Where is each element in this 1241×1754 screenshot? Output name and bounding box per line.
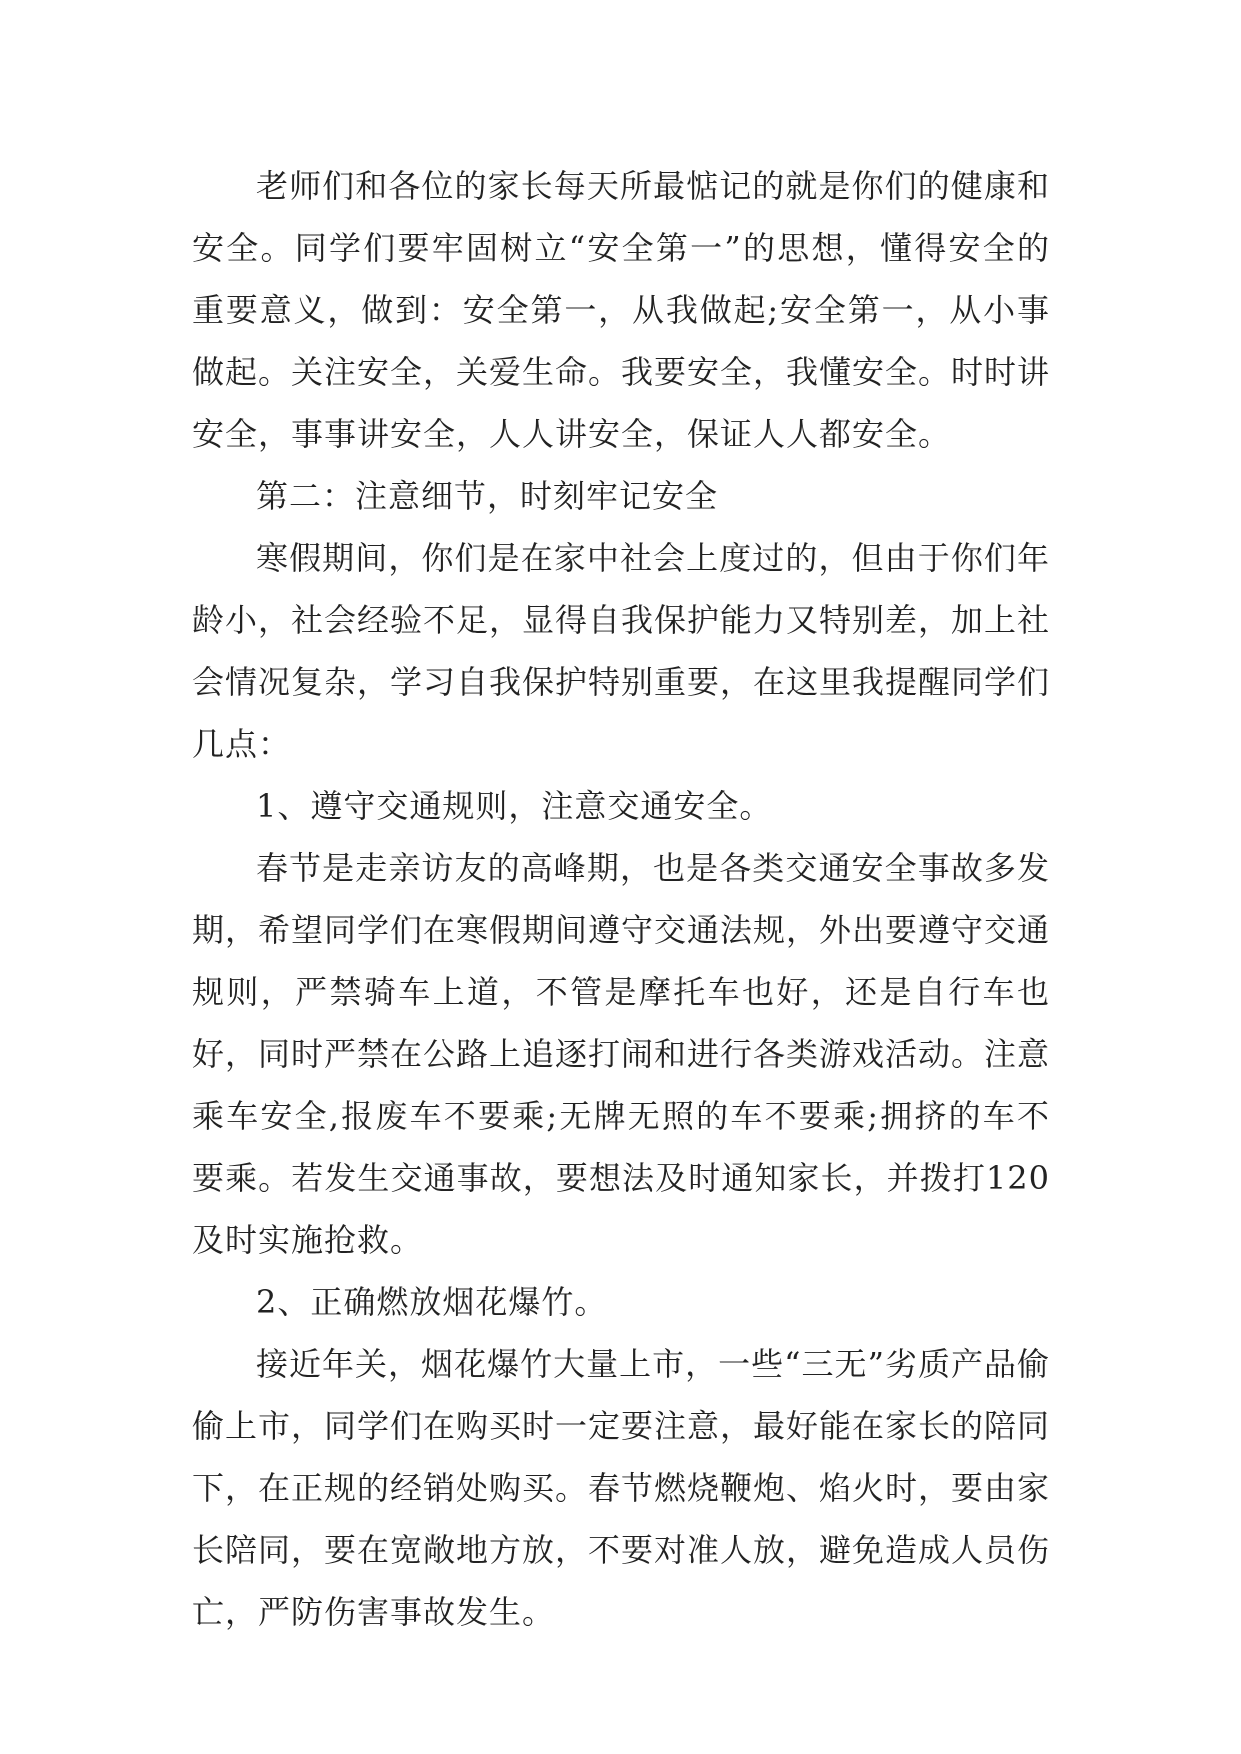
document-body <box>192 155 1050 1643</box>
item-heading-fireworks: 2、正确燃放烟花爆竹。 <box>256 1283 608 1321</box>
section-heading-details: 第二：注意细节，时刻牢记安全 <box>256 477 719 515</box>
paragraph-self-protection: 寒假期间，你们是在家中社会上度过的，但由于你们年龄小，社会经验不足，显得自我保护能力又特别差，加上社会情况复杂，学习自我保护特别重要，在这里我提醒同学们几点： <box>192 539 1051 763</box>
paragraph-fireworks-safety: 接近年关，烟花爆竹大量上市，一些“三无”劣质产品偷偷上市，同学们在购买时一定要注意，最好能在家长的陪同下，在正规的经销处购买。春节燃烧鞭炮、焰火时，要由家长陪同，要在宽敞地方放，不要对准人放，避免造成人员伤亡，严防伤害事故发生。 <box>192 1345 1051 1631</box>
item-heading-traffic: 1、遵守交通规则，注意交通安全。 <box>256 787 773 825</box>
paragraph-traffic-safety: 春节是走亲访友的高峰期，也是各类交通安全事故多发期，希望同学们在寒假期间遵守交通法规，外出要遵守交通规则，严禁骑车上道，不管是摩托车也好，还是自行车也好，同时严禁在公路上追逐打闹和进行各类游戏活动。注意乘车安全,报废车不要乘;无牌无照的车不要乘;拥挤的车不要乘。若发生交通事故，要想法及时通知家长，并拨打120及时实施抢救。 <box>192 849 1051 1259</box>
paragraph-health-safety: 老师们和各位的家长每天所最惦记的就是你们的健康和安全。同学们要牢固树立“安全第一”的思想，懂得安全的重要意义，做到：安全第一，从我做起;安全第一，从小事做起。关注安全，关爱生命。我要安全，我懂安全。时时讲安全，事事讲安全，人人讲安全，保证人人都安全。 <box>192 167 1051 453</box>
